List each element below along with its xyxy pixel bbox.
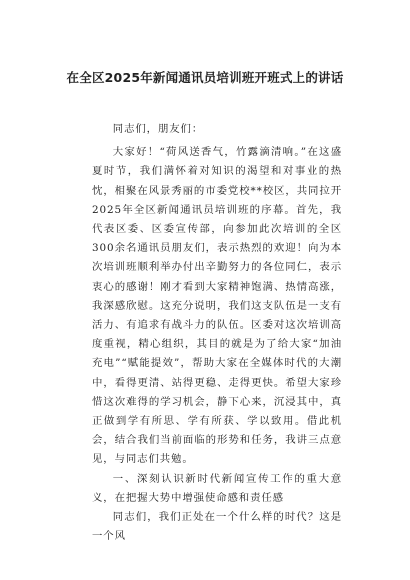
document-title: 在全区2025年新闻通讯员培训班开班式上的讲话 — [66, 70, 344, 85]
paragraph-opening: 大家好！“荷风送香气，竹露滴清响。”在这盛夏时节，我们满怀着对知识的渴望和对事业的热忱，相聚在风景秀丽的市委党校**校区，共同拉开2025年全区新闻通讯员培训班的序幕。首先，我代表区委、区委宣传部，向参加此次培训的全区300余名通讯员朋友们，表示热烈的欢迎！向为本次培训班顺利举办付出辛勤努力的各位同仁，表示衷心的感谢！刚才看到大家精神饱满、热情高涨，我深感欣慰。这充分说明，我们这支队伍是一支有活力、有追求有战斗力的队伍。区委对这次培训高度重视，精心组织，其目的就是为了给大家“加油充电”“赋能提效”，帮助大家在全媒体时代的大潮中，看得更清、站得更稳、走得更快。希望大家珍惜这次难得的学习机会，静下心来，沉浸其中，真正做到学有所思、学有所获、学以致用。借此机会，结合我们当前面临的形势和任务，我讲三点意见，与同志们共勉。 — [92, 146, 342, 466]
section-heading-1: 一、深刻认识新时代新闻宣传工作的重大意义，在把握大势中增强使命感和责任感 — [92, 472, 342, 504]
greeting-line: 同志们，朋友们： — [112, 123, 204, 135]
document-body — [92, 120, 342, 546]
paragraph-section-1: 同志们，我们正处在一个什么样的时代？这是一个风 — [92, 511, 342, 543]
